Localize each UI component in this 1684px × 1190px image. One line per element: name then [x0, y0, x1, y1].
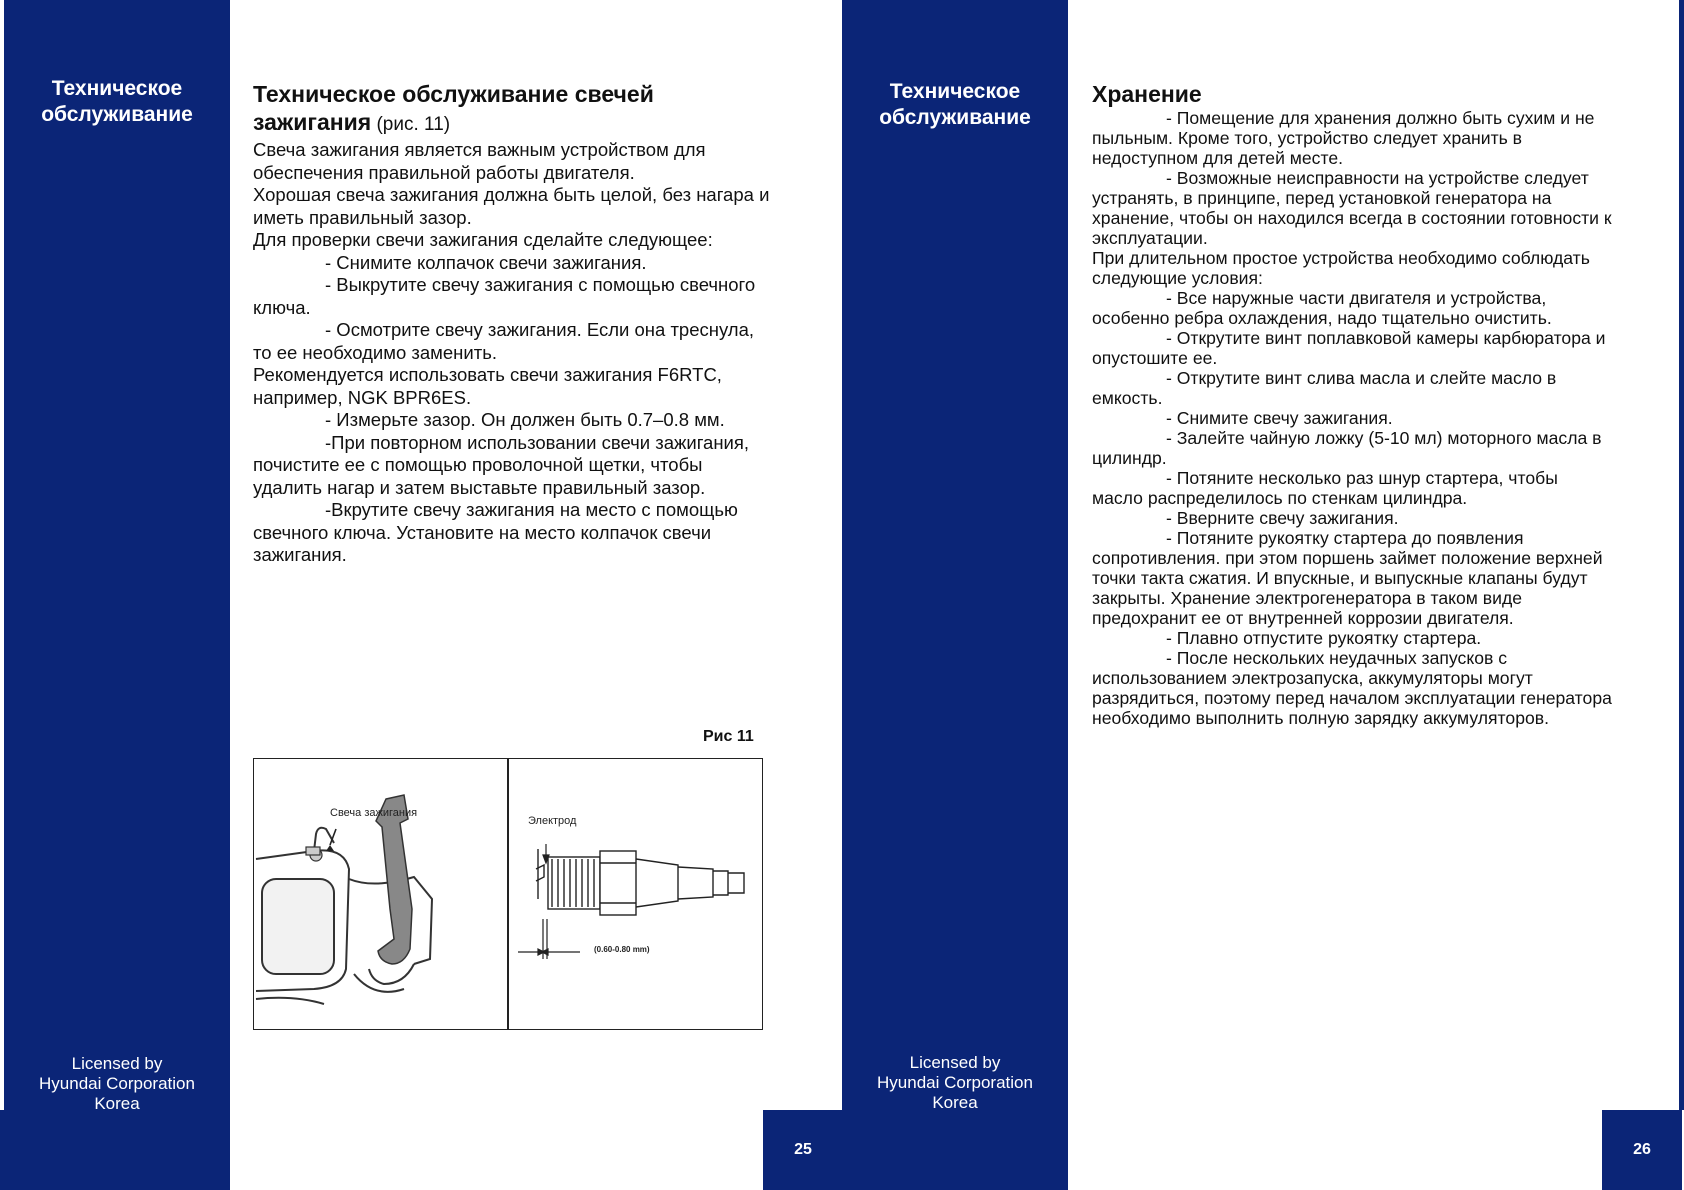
- step-item: - Снимите свечу зажигания.: [1166, 408, 1393, 428]
- page-26: [842, 0, 1684, 1190]
- step-item: - Осмотрите свечу зажигания. Если она треснула, то ее необходимо заменить.: [253, 319, 755, 363]
- figure-caption: Рис 11: [703, 728, 754, 745]
- step-item: - Снимите колпачок свечи зажигания.: [325, 251, 647, 273]
- step-item: -Вкрутите свечу зажигания на место с помощью свечного ключа. Установите на место колпачок свечи зажигания.: [253, 499, 738, 565]
- step-item: - Плавно отпустите рукоятку стартера.: [1166, 628, 1482, 648]
- page-number: 25: [763, 1110, 843, 1190]
- label-electrode: Электрод: [528, 815, 577, 827]
- license-text: Licensed by Hyundai Corporation Korea: [877, 1053, 1033, 1112]
- spark-plug-diagram: [508, 759, 762, 1029]
- section-heading: Хранение: [1092, 81, 1202, 107]
- step-item: - Потяните рукоятку стартера до появления сопротивления. при этом поршень займет положение верхней точки такта сжатия. И впускные, и выпускные клапаны будут закрыты. Хранение электрогенератора в таком виде предохранит ее от внутренней коррозии двигателя.: [1092, 528, 1603, 628]
- step-item: - После нескольких неудачных запусков с использованием электрозапуска, аккумуляторы могут разрядиться, поэтому перед началом эксплуатации генератора необходимо выполнить полную зарядку аккумуляторов.: [1092, 648, 1612, 728]
- left-sidebar: [4, 0, 230, 1190]
- label-spark-plug: Свеча зажигания: [330, 807, 418, 819]
- step-item: -При повторном использовании свечи зажигания, почистите ее с помощью проволочной щетки, чтобы удалить нагар и затем выставьте правильный зазор.: [253, 431, 750, 498]
- step-item: - Потяните несколько раз шнур стартера, чтобы масло распределилось по стенкам цилиндра.: [1092, 468, 1558, 508]
- figure-11: [253, 758, 763, 1030]
- paragraph: Свеча зажигания является важным устройством для обеспечения правильной работы двигателя.: [253, 139, 706, 183]
- figure-reference: (рис. 11): [371, 114, 451, 135]
- sidebar-section-title: Техническое обслуживание: [879, 80, 1031, 129]
- step-item: - Выкрутите свечу зажигания с помощью свечного ключа.: [253, 274, 756, 318]
- step-item: - Все наружные части двигателя и устройства, особенно ребра охлаждения, надо тщательно очистить.: [1092, 288, 1552, 328]
- step-item: - Вверните свечу зажигания.: [1166, 508, 1399, 528]
- engine-spark-plug-illustration: [254, 759, 506, 1029]
- section-heading: Техническое обслуживание свечей зажигания (рис. 11): [253, 81, 654, 135]
- storage-section: [1092, 80, 1612, 728]
- right-sidebar: [842, 0, 1068, 1190]
- license-text: Licensed by Hyundai Corporation Korea: [39, 1054, 195, 1113]
- sidebar-section-title: Техническое обслуживание: [41, 77, 193, 126]
- step-item: - Возможные неисправности на устройстве следует устранять, в принципе, перед установкой генератора на хранение, чтобы он находился всегда в состоянии готовности к эксплуатации.: [1092, 168, 1612, 248]
- right-edge-strip: [1679, 0, 1684, 1110]
- step-item: - Помещение для хранения должно быть сухим и не пыльным. Кроме того, устройство следует хранить в недоступном для детей месте.: [1092, 108, 1595, 168]
- page-number: 26: [1602, 1110, 1682, 1190]
- paragraph: Для проверки свечи зажигания сделайте следующее:: [253, 229, 713, 250]
- paragraph: Хорошая свеча зажигания должна быть целой, без нагара и иметь правильный зазор.: [253, 184, 770, 228]
- step-item: - Открутите винт слива масла и слейте масло в емкость.: [1092, 368, 1557, 408]
- paragraph: При длительном простое устройства необходимо соблюдать следующие условия:: [1092, 248, 1590, 288]
- step-item: - Открутите винт поплавковой камеры карбюратора и опустошите ее.: [1092, 328, 1606, 368]
- paragraph: Рекомендуется использовать свечи зажигания F6RTC, например, NGK BPR6ES.: [253, 364, 722, 408]
- label-gap: (0.60-0.80 mm): [594, 945, 650, 954]
- spark-plug-section: [253, 80, 773, 567]
- step-item: - Измерьте зазор. Он должен быть 0.7–0.8 мм.: [325, 409, 725, 430]
- step-item: - Залейте чайную ложку (5-10 мл) моторного масла в цилиндр.: [1092, 428, 1602, 468]
